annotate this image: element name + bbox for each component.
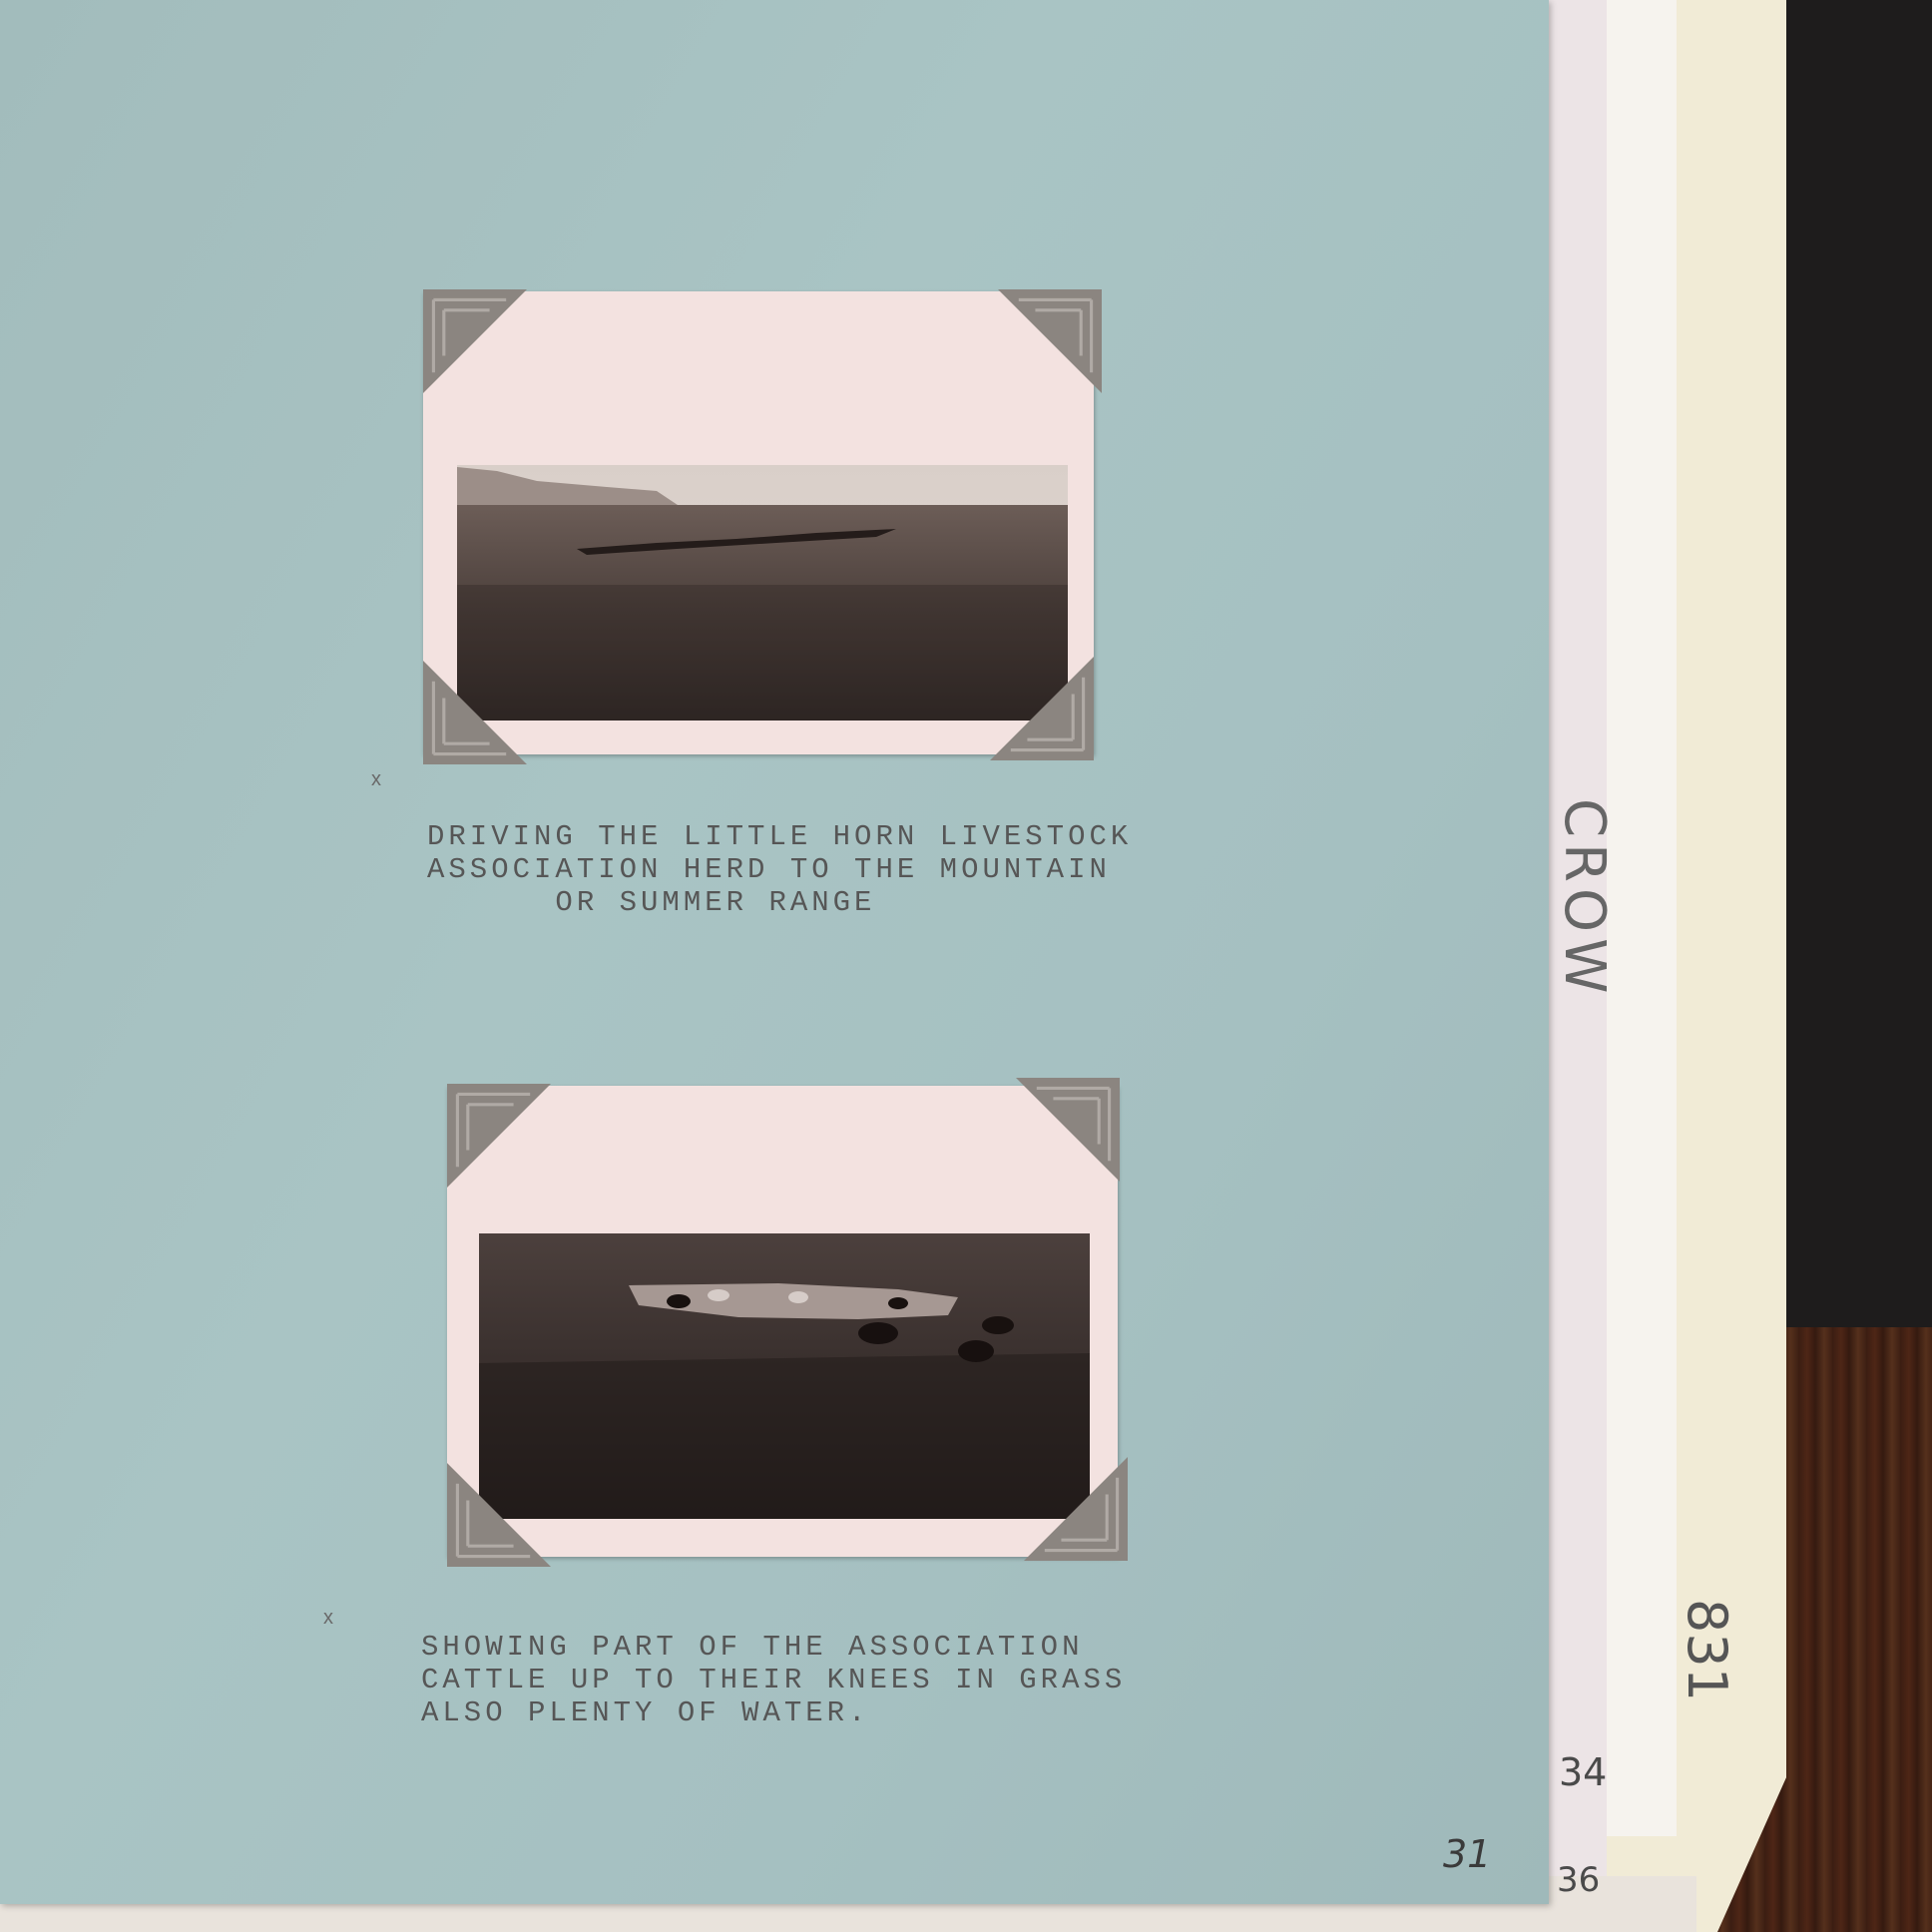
folder-tab-label: CROW bbox=[1552, 798, 1617, 1000]
photo-2-image bbox=[479, 1233, 1090, 1519]
sheet-number: 36 bbox=[1557, 1860, 1601, 1900]
photo-corner-mount bbox=[447, 1084, 551, 1188]
photo-corner-mount bbox=[1016, 1078, 1120, 1182]
photo-1-caption bbox=[427, 820, 1132, 919]
caption-line: OR SUMMER RANGE bbox=[427, 886, 876, 919]
photo-corner-mount bbox=[423, 289, 527, 393]
caption-line: SHOWING PART OF THE ASSOCIATION bbox=[421, 1631, 1084, 1664]
sheet-number: 34 bbox=[1559, 1750, 1608, 1794]
photo-corner-mount bbox=[447, 1463, 551, 1567]
caption-line: ASSOCIATION HERD TO THE MOUNTAIN bbox=[427, 853, 1111, 886]
photo-corner-mount bbox=[423, 661, 527, 764]
folder-tab-code: 831 bbox=[1676, 1599, 1738, 1702]
photo-corner-mount bbox=[1024, 1457, 1128, 1561]
photo-1-image bbox=[457, 465, 1068, 721]
photo-corner-mount bbox=[990, 657, 1094, 760]
margin-mark: x bbox=[371, 768, 381, 790]
caption-line: ALSO PLENTY OF WATER. bbox=[421, 1696, 870, 1729]
page-number: 31 bbox=[1443, 1832, 1492, 1876]
caption-line: DRIVING THE LITTLE HORN LIVESTOCK bbox=[427, 820, 1133, 853]
margin-mark: x bbox=[323, 1607, 333, 1629]
photo-2-caption bbox=[421, 1631, 1126, 1729]
photo-corner-mount bbox=[998, 289, 1102, 393]
caption-line: CATTLE UP TO THEIR KNEES IN GRASS bbox=[421, 1664, 1127, 1696]
